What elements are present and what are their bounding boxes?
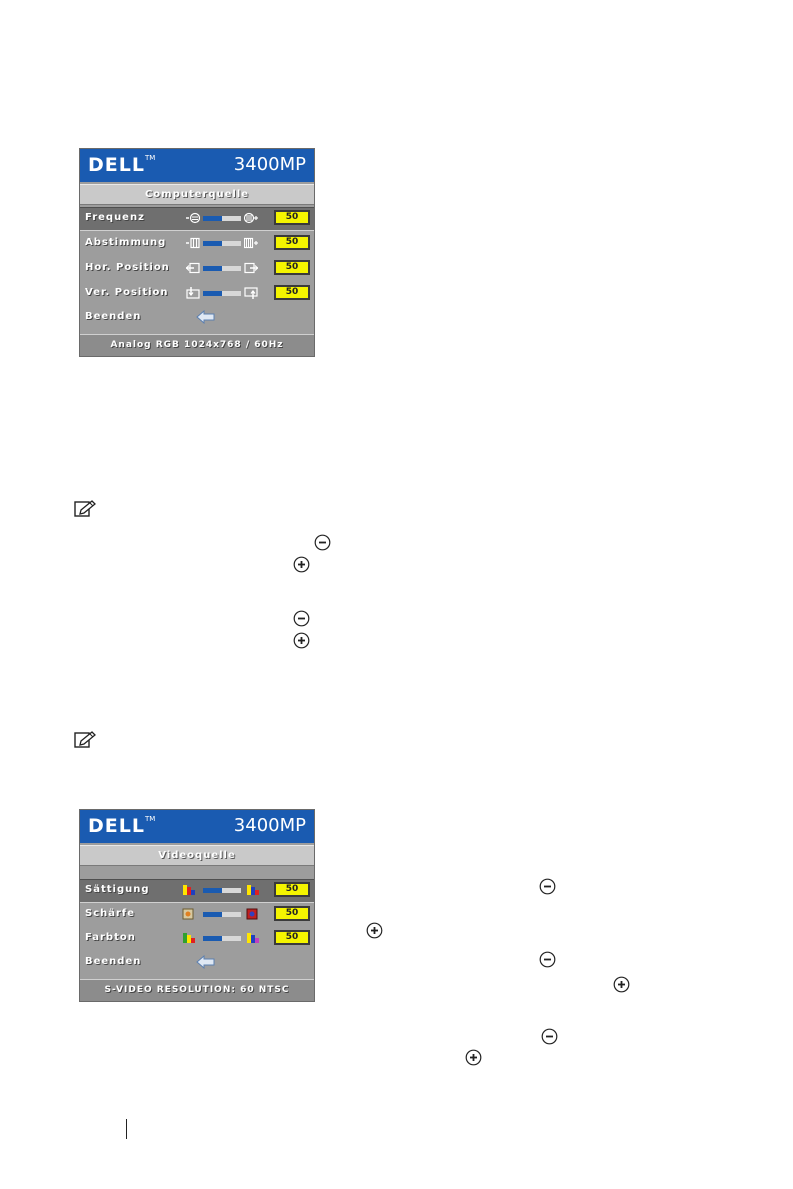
v-position-up-icon — [244, 287, 258, 299]
osd-row-ver-position[interactable] — [80, 283, 314, 305]
tracking-plus-icon — [244, 237, 258, 249]
value-box: 50 — [274, 930, 310, 945]
sharpness-slider[interactable] — [203, 912, 241, 917]
value-box: 50 — [274, 906, 310, 921]
return-arrow-icon — [196, 310, 216, 324]
slider-fill — [203, 216, 222, 221]
v-position-down-icon — [186, 287, 200, 299]
slider-fill — [203, 936, 222, 941]
minus-button-icon — [539, 878, 556, 895]
value-box: 50 — [274, 210, 310, 225]
slider-fill — [203, 888, 222, 893]
minus-button-icon — [314, 534, 331, 551]
dell-logo: DELL™ — [88, 154, 156, 176]
osd-row-hor-position[interactable] — [80, 258, 314, 280]
v-position-slider[interactable] — [203, 291, 241, 296]
note-pencil-icon — [74, 500, 96, 518]
osd-row-schaerfe[interactable] — [80, 904, 314, 926]
model-name: 3400MP — [233, 815, 306, 836]
saturation-slider[interactable] — [203, 888, 241, 893]
slider-fill — [203, 266, 222, 271]
osd-videoquelle — [79, 809, 315, 1002]
plus-button-icon — [293, 632, 310, 649]
h-position-right-icon — [244, 262, 258, 274]
slider-fill — [203, 912, 222, 917]
row-label: Frequenz — [85, 212, 145, 223]
dell-logo: DELL™ — [88, 815, 156, 837]
plus-button-icon — [366, 922, 383, 939]
osd-row-saettigung[interactable] — [80, 879, 314, 903]
frequency-minus-icon — [186, 212, 200, 224]
value-box: 50 — [274, 285, 310, 300]
slider-fill — [203, 241, 222, 246]
row-label: Abstimmung — [85, 237, 167, 248]
frequency-slider[interactable] — [203, 216, 241, 221]
return-arrow-icon — [196, 955, 216, 969]
value-box: 50 — [274, 260, 310, 275]
sharpness-high-icon — [246, 908, 260, 920]
osd-row-frequenz[interactable] — [80, 207, 314, 231]
row-label: Ver. Position — [85, 287, 169, 298]
saturation-low-icon — [182, 884, 196, 896]
frequency-plus-icon — [244, 212, 258, 224]
model-name: 3400MP — [233, 154, 306, 175]
value-box: 50 — [274, 882, 310, 897]
row-label: Beenden — [85, 311, 142, 322]
osd-header — [80, 149, 314, 182]
row-label: Beenden — [85, 956, 142, 967]
plus-button-icon — [613, 976, 630, 993]
row-label: Schärfe — [85, 908, 136, 919]
osd-computerquelle — [79, 148, 315, 357]
plus-button-icon — [293, 556, 310, 573]
tint-high-icon — [246, 932, 260, 944]
tracking-slider[interactable] — [203, 241, 241, 246]
saturation-high-icon — [246, 884, 260, 896]
tracking-minus-icon — [186, 237, 200, 249]
osd-footer: S-VIDEO RESOLUTION: 60 NTSC — [80, 979, 314, 1001]
osd-row-beenden[interactable] — [80, 307, 314, 329]
osd-row-abstimmung[interactable] — [80, 233, 314, 255]
osd-title: Videoquelle — [80, 845, 314, 866]
minus-button-icon — [293, 610, 310, 627]
tint-low-icon — [182, 932, 196, 944]
slider-fill — [203, 291, 222, 296]
osd-row-farbton[interactable] — [80, 928, 314, 950]
osd-title: Computerquelle — [80, 184, 314, 205]
plus-button-icon — [465, 1049, 482, 1066]
osd-footer: Analog RGB 1024x768 / 60Hz — [80, 334, 314, 356]
h-position-slider[interactable] — [203, 266, 241, 271]
osd-header — [80, 810, 314, 843]
osd-row-beenden[interactable] — [80, 952, 314, 974]
sharpness-low-icon — [182, 908, 196, 920]
tint-slider[interactable] — [203, 936, 241, 941]
value-box: 50 — [274, 235, 310, 250]
note-pencil-icon — [74, 731, 96, 749]
row-label: Farbton — [85, 932, 136, 943]
page-footer-rule — [126, 1119, 127, 1139]
row-label: Hor. Position — [85, 262, 170, 273]
row-label: Sättigung — [85, 884, 150, 895]
minus-button-icon — [539, 951, 556, 968]
minus-button-icon — [541, 1028, 558, 1045]
h-position-left-icon — [186, 262, 200, 274]
